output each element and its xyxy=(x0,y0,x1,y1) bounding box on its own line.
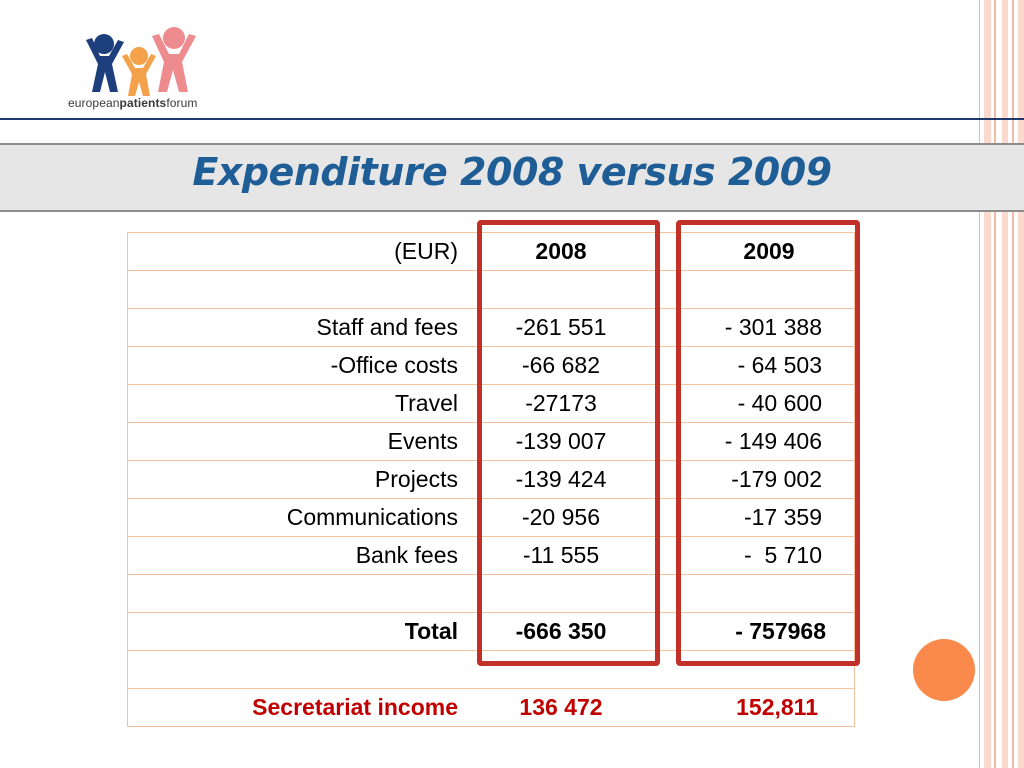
row-2009: - 40 600 xyxy=(684,385,855,423)
decor-stripe xyxy=(994,0,996,768)
row-2008: -139 424 xyxy=(462,461,684,499)
page-title: Expenditure 2008 versus 2009 xyxy=(192,150,832,194)
income-2008: 136 472 xyxy=(462,689,684,727)
header-rule xyxy=(0,118,1024,120)
row-label: Staff and fees xyxy=(128,309,463,347)
decor-circle xyxy=(913,639,975,701)
decor-stripe xyxy=(979,0,980,768)
row-label: Bank fees xyxy=(128,537,463,575)
header-2008: 2008 xyxy=(462,233,684,271)
row-label xyxy=(128,271,463,309)
row-label: Events xyxy=(128,423,463,461)
decor-stripe xyxy=(1012,0,1014,768)
row-label: Travel xyxy=(128,385,463,423)
income-row xyxy=(128,689,855,727)
row-2009: - 149 406 xyxy=(684,423,855,461)
row-label xyxy=(128,575,463,613)
total-2008: -666 350 xyxy=(462,613,684,651)
logo-wordmark: europeanpatientsforum xyxy=(68,96,198,110)
highlight-box-2009 xyxy=(676,220,860,666)
row-2008: -11 555 xyxy=(462,537,684,575)
row-2008: -27173 xyxy=(462,385,684,423)
header-label: (EUR) xyxy=(128,233,463,271)
row-2008: -261 551 xyxy=(462,309,684,347)
row-2009: - 64 503 xyxy=(684,347,855,385)
decor-stripe xyxy=(1018,0,1024,768)
row-2008: -66 682 xyxy=(462,347,684,385)
total-2009: - 757968 xyxy=(684,613,855,651)
row-2009: -17 359 xyxy=(684,499,855,537)
row-2008: -20 956 xyxy=(462,499,684,537)
row-label: Communications xyxy=(128,499,463,537)
row-2009: -179 002 xyxy=(684,461,855,499)
income-label: Secretariat income xyxy=(128,689,463,727)
highlight-box-2008 xyxy=(477,220,660,666)
income-2009: 152,811 xyxy=(684,689,855,727)
decor-stripe xyxy=(1002,0,1008,768)
row-2009: - 5 710 xyxy=(684,537,855,575)
row-label: Projects xyxy=(128,461,463,499)
row-2009: - 301 388 xyxy=(684,309,855,347)
row-label: -Office costs xyxy=(128,347,463,385)
total-label: Total xyxy=(128,613,463,651)
row-2008: -139 007 xyxy=(462,423,684,461)
header-2009: 2009 xyxy=(684,233,855,271)
decor-stripe xyxy=(984,0,991,768)
